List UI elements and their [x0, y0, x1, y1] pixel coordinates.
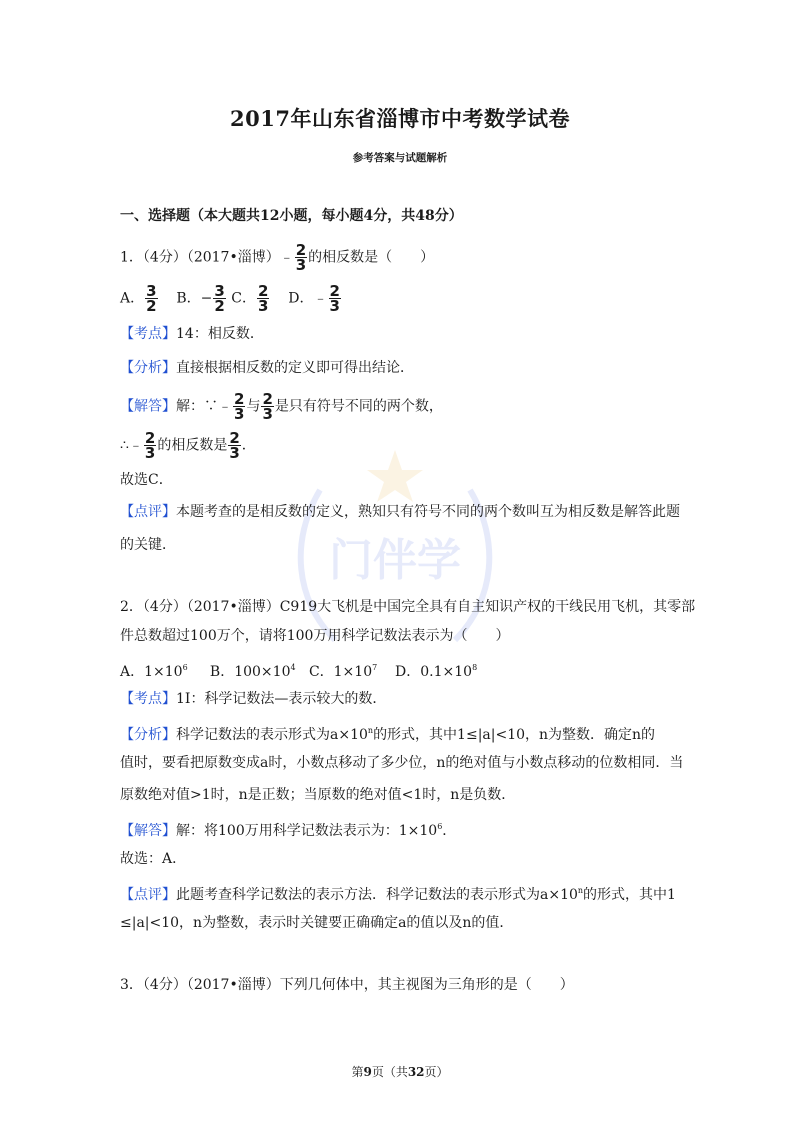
- q1-dianping: 【点评】本题考查的是相反数的定义，熟知只有符号不同的两个数叫互为相反数是解答此题: [120, 504, 680, 520]
- page-title: 2017年山东省淄博市中考数学试卷: [230, 106, 570, 131]
- fraction: $\frac{2}{3}$: [262, 390, 273, 423]
- q2-stem-line1: 2．（4分）（2017•淄博）C919大飞机是中国完全具有自主知识产权的干线民用飞机，其零部: [120, 599, 696, 615]
- watermark-text: 门伴学: [329, 535, 461, 586]
- fraction: $\frac{2}{3}$: [229, 429, 240, 462]
- q2-fenxi: 【分析】科学记数法的表示形式为$a\times 10^n$的形式，其中1≤|a|<10，n为整数．确定n的: [120, 726, 656, 743]
- page-subtitle: 参考答案与试题解析: [352, 152, 448, 164]
- q1-stem: 1．（4分）（2017•淄博）﹣ $\frac{2}{3}$ 的相反数是（ ）: [120, 241, 435, 274]
- q1-dianping-cont: 的关键．: [120, 537, 176, 553]
- q2-kaodian: 【考点】1I：科学记数法—表示较大的数．: [120, 691, 387, 707]
- total-pages: 32: [407, 1065, 425, 1079]
- fraction: $\frac{2}{3}$: [329, 282, 340, 315]
- q2-dianping: 【点评】此题考查科学记数法的表示方法．科学记数法的表示形式为$a\times 10^n$的形式，其中1: [120, 886, 676, 903]
- q3-stem: 3．（4分）（2017•淄博）下列几何体中，其主视图为三角形的是（ ）: [120, 977, 574, 993]
- fraction: $\frac{2}{3}$: [144, 429, 156, 462]
- q2-fenxi-line2: 值时，要看把原数变成a时，小数点移动了多少位，n的绝对值与小数点移动的位数相同．当: [120, 755, 684, 771]
- q2-jieda: 【解答】解：将100万用科学记数法表示为：$1\times 10^6$．: [120, 822, 457, 839]
- fraction: $\frac{3}{2}$: [146, 282, 157, 315]
- fraction: $\frac{2}{3}$: [258, 282, 269, 315]
- q1-answer: 故选C．: [120, 472, 173, 488]
- fraction: $\frac{2}{3}$: [234, 390, 245, 423]
- q1-options: A． $\frac{3}{2}$ B．− $\frac{3}{2}$ C． $\frac{2}{3}$ D．﹣ $\frac{2}{3}$: [120, 282, 340, 315]
- q2-options: A．$1\times 10^6$ B．$100\times 10^4$ C．$1\times 10^7$ D．$0.1\times 10^8$: [120, 663, 478, 680]
- q2-answer: 故选：A．: [120, 851, 187, 867]
- q2-dianping-cont: ≤|a|<10，n为整数，表示时关键要正确确定a的值以及n的值．: [120, 915, 514, 931]
- q1-jieda: 【解答】解：∵﹣ $\frac{2}{3}$ 与 $\frac{2}{3}$ 是只有符号不同的两个数，: [120, 390, 443, 423]
- q2-fenxi-line3: 原数绝对值>1时，n是正数；当原数的绝对值<1时，n是负数．: [120, 787, 516, 803]
- fraction: $\frac{2}{3}$: [295, 241, 307, 274]
- q1-therefore: ∴﹣ $\frac{2}{3}$ 的相反数是 $\frac{2}{3}$ ．: [120, 429, 256, 462]
- fraction: $\frac{3}{2}$: [214, 282, 225, 315]
- q1-fenxi: 【分析】直接根据相反数的定义即可得出结论．: [120, 360, 414, 376]
- page-number: 9: [363, 1065, 372, 1079]
- page-footer: 第9页（共32页）: [351, 1065, 449, 1079]
- section-heading: 一、选择题（本大题共12小题，每小题4分，共48分）: [120, 208, 463, 224]
- q2-stem-line2: 件总数超过100万个，请将100万用科学记数法表示为（ ）: [120, 628, 510, 644]
- q1-kaodian: 【考点】14：相反数．: [120, 326, 264, 342]
